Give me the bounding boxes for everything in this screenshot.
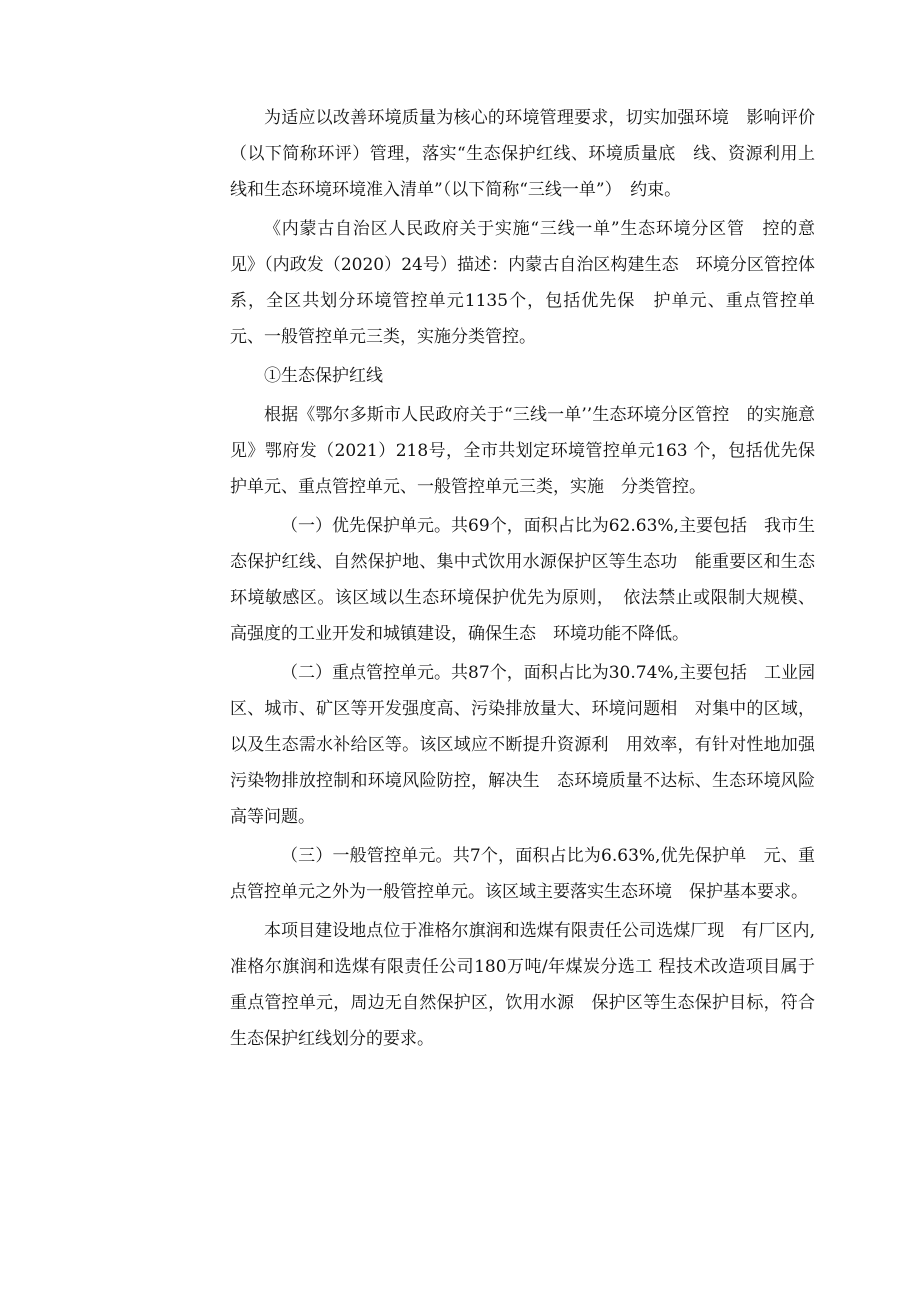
paragraph-intro: 为适应以改善环境质量为核心的环境管理要求，切实加强环境 影响评价（以下简称环评）管理，落实“生态保护红线、环境质量底 线、资源利用上线和生态环境环境准入清单”（以下简称“三线一单”） 约束。: [230, 108, 815, 200]
paragraph-priority-units: （一）优先保护单元。共69个，面积占比为62.63%,主要包括 我市生态保护红线、自然保护地、集中式饮用水源保护区等生态功 能重要区和生态环境敏感区。该区域以生态环境保护优先为原则， 依法禁止或限制大规模、高强度的工业开发和城镇建设，确保生态 环境功能不降低。: [230, 516, 815, 644]
document-page: [230, 100, 815, 1060]
section-heading-eco-redline: ①生态保护红线: [264, 366, 383, 386]
paragraph-city-opinion: 根据《鄂尔多斯市人民政府关于“三线一单’’生态环境分区管控 的实施意见》鄂府发（2021）218号，全市共划定环境管控单元163 个，包括优先保护单元、重点管控单元、一般管控单元三类，实施 分类管控。: [230, 405, 815, 497]
paragraph-general-units: （三）一般管控单元。共7个，面积占比为6.63%,优先保护单 元、重点管控单元之外为一般管控单元。该区域主要落实生态环境 保护基本要求。: [230, 846, 815, 902]
paragraph-project-conclusion: 本项目建设地点位于准格尔旗润和选煤有限责任公司选煤厂现 有厂区内,准格尔旗润和选煤有限责任公司180万吨/年煤炭分选工 程技术改造项目属于重点管控单元，周边无自然保护区，饮用水源 保护区等生态保护目标，符合生态保护红线划分的要求。: [230, 921, 815, 1049]
paragraph-key-control-units: （二）重点管控单元。共87个，面积占比为30.74%,主要包括 工业园区、城市、矿区等开发强度高、污染排放量大、环境问题相 对集中的区域，以及生态需水补给区等。该区域应不断提升资源利 用效率，有针对性地加强污染物排放控制和环境风险防控，解决生 态环境质量不达标、生态环境风险高等问题。: [230, 663, 815, 827]
paragraph-regional-opinion: 《内蒙古自治区人民政府关于实施“三线一单”生态环境分区管 控的意见》（内政发（2020）24号）描述：内蒙古自治区构建生态 环境分区管控体系，全区共划分环境管控单元1135个，包括优先保 护单元、重点管控单元、一般管控单元三类，实施分类管控。: [230, 219, 815, 347]
